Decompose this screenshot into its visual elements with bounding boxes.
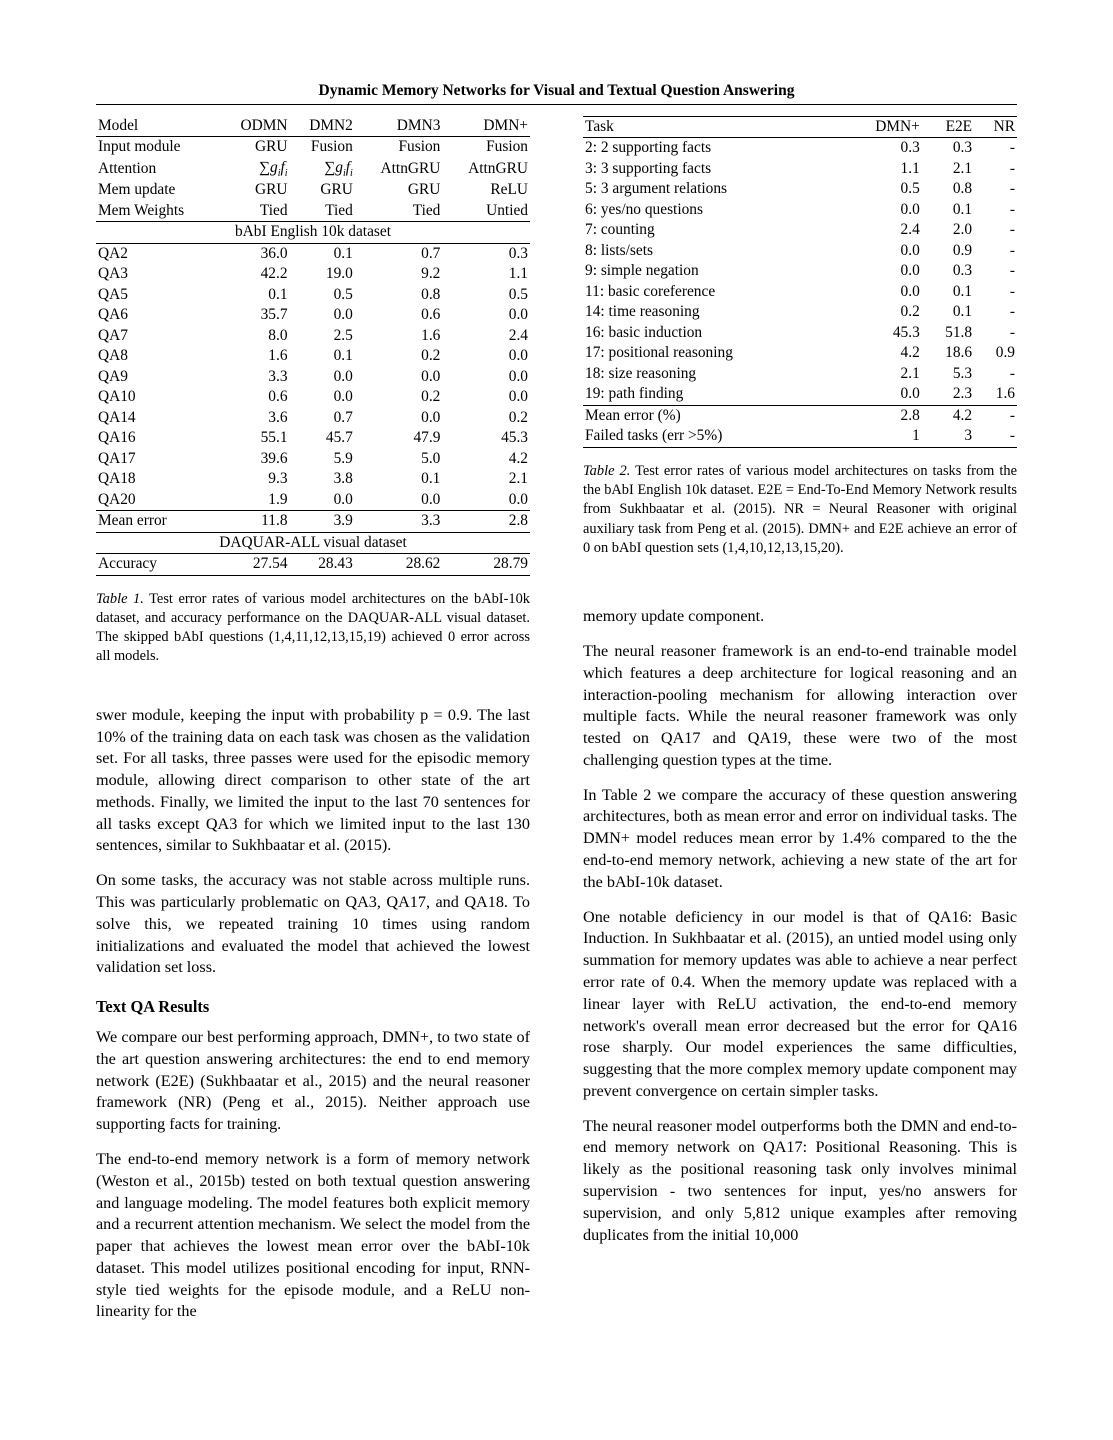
cell: 1.1 — [900, 159, 920, 177]
cell: 51.8 — [945, 323, 973, 341]
cell: 0.0 — [333, 306, 353, 324]
section-label: bAbI English 10k dataset — [96, 222, 530, 243]
cell: 2.3 — [922, 384, 974, 405]
table-row — [96, 305, 530, 325]
table1-header-odmn: ODMN — [220, 116, 290, 137]
row-label: QA2 — [98, 244, 128, 262]
cell: 0.0 — [508, 388, 528, 406]
cell: 0.1 — [952, 200, 973, 218]
row-label: QA8 — [98, 347, 128, 365]
left-paragraph-3 — [96, 1027, 530, 1136]
cell: 0.0 — [333, 367, 353, 385]
cell: Tied — [290, 201, 355, 222]
cell: Tied — [220, 201, 290, 222]
cell: 0.2 — [421, 388, 441, 406]
cell: - — [1009, 282, 1015, 300]
cell: 47.9 — [413, 429, 441, 447]
header-rule — [96, 104, 1017, 105]
table-row — [583, 343, 1017, 363]
table-row — [583, 179, 1017, 199]
row-label: 3: 3 supporting facts — [585, 159, 712, 177]
cell: AttnGRU — [380, 159, 441, 177]
cell: 3.8 — [333, 470, 353, 488]
cell: - — [1009, 406, 1015, 424]
table-row — [96, 285, 530, 305]
table1-header-dmn3: DMN3 — [355, 116, 443, 137]
table-row — [583, 200, 1017, 220]
row-label: 16: basic induction — [585, 323, 703, 341]
cell: 0.6 — [268, 388, 288, 406]
table-2-caption-label: Table 2. — [583, 462, 631, 479]
cell: 0.0 — [508, 367, 528, 385]
row-label: 18: size reasoning — [585, 364, 697, 382]
table-2 — [583, 116, 1017, 448]
paragraph-text: The neural reasoner framework is an end-to-end trainable model which features a deep architecture for logical reasoning and an interaction-pooling mechanism for allowing interaction over multiple facts. While the neural reasoner framework was only tested on QA17 and QA19, these were two of the most challenging question types at the time. — [583, 642, 1017, 769]
cell: 0.0 — [290, 490, 355, 511]
cell: 0.1 — [952, 303, 973, 321]
table-row — [583, 261, 1017, 281]
cell: GRU — [255, 181, 288, 199]
paragraph-text: We compare our best performing approach, DMN+, to two state of the art question answering architectures: the end to end memory network (E2E) (Sukhbaatar et al., 2015) and the neural reasoner framework (NR) (Peng et al., 2015). Neither approach use supporting facts for training. — [96, 1028, 530, 1134]
table-row — [96, 326, 530, 346]
right-paragraph-3 — [583, 785, 1017, 894]
cell: 0.7 — [421, 244, 441, 262]
cell: 2.4 — [900, 221, 920, 239]
table1-header-dmnplus: DMN+ — [442, 116, 530, 137]
cell: - — [1009, 323, 1015, 341]
cell: 2.1 — [508, 470, 528, 488]
cell: 0.0 — [421, 408, 441, 426]
paragraph-text: One notable deficiency in our model is that of QA16: Basic Induction. In Sukhbaatar et al. (2015), an untied model using only summation for memory updates was able to achieve a near perfect error rate of 0.4. When the memory update was replaced with a linear layer with ReLU activation, the end-to-end memory network's overall mean error decreased but the error for QA16 rose sharply. Our model experiences the same difficulties, suggesting that the more complex memory update component may prevent convergence on certain simpler tasks. — [583, 907, 1017, 1100]
cell: 28.62 — [355, 554, 443, 575]
table-row — [583, 241, 1017, 261]
table-row-failed-tasks — [583, 426, 1017, 447]
cell: 0.2 — [900, 303, 920, 321]
cell: - — [1009, 159, 1015, 177]
cell: GRU — [407, 181, 441, 199]
table-row — [96, 428, 530, 448]
cell: 0.2 — [508, 408, 528, 426]
cell: 3 — [922, 426, 974, 447]
row-label: 6: yes/no questions — [585, 200, 703, 218]
table-row — [96, 116, 530, 137]
paragraph-text: In Table 2 we compare the accuracy of these question answering architectures, both as mean error and error on individual tasks. The DMN+ model reduces mean error by 1.4% compared to the the end-to-end memory network, achieving a new state of the art for the bAbI-10k dataset. — [583, 785, 1017, 891]
cell: 0.3 — [900, 139, 920, 157]
cell: AttnGRU — [468, 159, 528, 177]
table-1-caption-label: Table 1. — [96, 590, 144, 607]
cell: 2.0 — [952, 221, 973, 239]
cell: 0.0 — [900, 282, 920, 300]
cell: 0.9 — [952, 241, 973, 259]
cell: 18.6 — [945, 344, 973, 362]
table1-header-dmn2: DMN2 — [290, 116, 355, 137]
right-column — [583, 116, 1017, 1259]
cell: 11.8 — [220, 511, 290, 532]
table-row — [96, 243, 530, 264]
cell: 0.5 — [900, 180, 920, 198]
cell: 42.2 — [260, 265, 288, 283]
cell: 4.2 — [952, 406, 973, 424]
table-row — [583, 159, 1017, 179]
row-label: 5: 3 argument relations — [585, 180, 728, 198]
cell: 3.9 — [290, 511, 355, 532]
cell: 0.0 — [442, 490, 530, 511]
table-row — [583, 302, 1017, 322]
table2-header-dmnplus: DMN+ — [840, 117, 922, 138]
row-label: 8: lists/sets — [585, 241, 653, 259]
table2-header-nr: NR — [974, 117, 1017, 138]
paragraph-text: memory update component. — [583, 607, 765, 626]
row-label: Mean error (%) — [585, 406, 681, 424]
cell-sum-gf: $\sum g_if_i$ — [324, 158, 353, 180]
cell: 8.0 — [268, 326, 288, 344]
row-label: QA20 — [96, 490, 220, 511]
cell: 0.8 — [952, 180, 973, 198]
row-label: Mem update — [98, 181, 176, 199]
row-label: 7: counting — [585, 221, 655, 239]
row-label: 11: basic coreference — [585, 282, 716, 300]
table-row — [583, 117, 1017, 138]
row-label: Mean error — [96, 511, 220, 532]
cell: Fusion — [398, 138, 441, 156]
row-label: 9: simple negation — [585, 262, 699, 280]
cell: - — [974, 426, 1017, 447]
table-2-caption-text: Test error rates of various model architectures on tasks from the the bAbI English 10k dataset. E2E = End-To-End Memory Network results from Sukhbaatar et al. (2015). NR = Neural Reasoner with original auxiliary task from Peng et al. (2015). DMN+ and E2E achieve an error of 0 on bAbI question sets (1,4,10,12,13,15,20). — [583, 462, 1017, 556]
cell: 0.5 — [333, 285, 353, 303]
cell: 0.8 — [421, 285, 441, 303]
cell: 2.5 — [333, 326, 353, 344]
right-paragraph-1 — [583, 606, 1017, 628]
cell: 9.3 — [268, 470, 288, 488]
table-row — [583, 384, 1017, 405]
cell: 0.0 — [840, 384, 922, 405]
cell: 1.6 — [421, 326, 441, 344]
paragraph-text: The neural reasoner model outperforms both the DMN and end-to-end memory network on QA17: Positional Reasoning. This is likely as the positional reasoning task only involves minimal supervision - two sentences for input, yes/no answers for supervision, and only 5,812 unique examples after removing duplicates from the initial 10,000 — [583, 1116, 1017, 1244]
row-label: Mem Weights — [96, 201, 220, 222]
table-1-caption-text: Test error rates of various model architectures on the bAbI-10k dataset, and accuracy performance on the DAQUAR-ALL visual dataset. The skipped bAbI questions (1,4,11,12,13,15,19) achieved 0 error across all models. — [96, 590, 530, 665]
cell: 2.8 — [442, 511, 530, 532]
cell: - — [1009, 364, 1015, 382]
row-label: QA10 — [98, 388, 136, 406]
row-label: QA6 — [98, 306, 128, 324]
cell: 45.3 — [501, 429, 528, 447]
table-row — [96, 387, 530, 407]
cell: 1 — [840, 426, 922, 447]
table-row — [96, 158, 530, 180]
row-label: Input module — [98, 138, 181, 156]
right-paragraph-5 — [583, 1116, 1017, 1247]
cell: 0.1 — [333, 244, 353, 262]
cell: 0.1 — [952, 282, 973, 300]
cell: 2.1 — [900, 364, 920, 382]
left-paragraph-2 — [96, 870, 530, 979]
table-row — [96, 201, 530, 222]
cell: 39.6 — [260, 449, 288, 467]
row-label: Attention — [98, 159, 157, 177]
table-row — [583, 138, 1017, 159]
table-1 — [96, 116, 530, 576]
cell: Tied — [355, 201, 443, 222]
row-label: 17: positional reasoning — [585, 344, 733, 362]
cell: 0.0 — [900, 200, 920, 218]
left-paragraph-1 — [96, 705, 530, 857]
row-label: QA9 — [98, 367, 128, 385]
table1-header-model: Model — [96, 116, 220, 137]
cell: 0.6 — [421, 306, 441, 324]
right-paragraph-2 — [583, 641, 1017, 772]
paragraph-text: swer module, keeping the input with probability p = 0.9. The last 10% of the training data on each task was chosen as the validation set. For all tasks, three passes were used for the episodic memory module, allowing direct comparison to other state of the art methods. Finally, we limited the input to the last 70 sentences for all tasks except QA3 for which we limited input to the last 130 sentences, similar to Sukhbaatar et al. (2015). — [96, 705, 530, 855]
table2-header-task: Task — [583, 117, 840, 138]
cell: 3.3 — [355, 511, 443, 532]
running-head: Dynamic Memory Networks for Visual and Textual Question Answering — [318, 82, 795, 99]
cell: 0.5 — [508, 285, 528, 303]
cell: - — [1009, 262, 1015, 280]
table-row — [96, 264, 530, 284]
cell: 0.7 — [333, 408, 353, 426]
cell: 55.1 — [260, 429, 288, 447]
cell: 0.0 — [508, 306, 528, 324]
cell: 0.0 — [900, 241, 920, 259]
left-paragraph-4 — [96, 1149, 530, 1323]
cell: ReLU — [490, 181, 528, 199]
cell: - — [1009, 139, 1015, 157]
table-row — [583, 364, 1017, 384]
cell: 0.0 — [333, 388, 353, 406]
table-row — [96, 449, 530, 469]
cell: 0.3 — [952, 139, 973, 157]
table-row — [583, 323, 1017, 343]
table-section-header — [96, 532, 530, 553]
cell: 2.1 — [952, 159, 973, 177]
table-row — [96, 346, 530, 366]
cell: - — [1009, 200, 1015, 218]
cell: 19.0 — [325, 265, 353, 283]
cell: 0.1 — [333, 347, 353, 365]
cell: 5.3 — [952, 364, 973, 382]
cell: Fusion — [310, 138, 353, 156]
cell: 35.7 — [260, 306, 288, 324]
cell: 0.3 — [952, 262, 973, 280]
cell: 0.0 — [508, 347, 528, 365]
cell: 0.0 — [355, 490, 443, 511]
cell: 4.2 — [508, 449, 528, 467]
cell: Fusion — [486, 138, 528, 156]
cell: 3.6 — [268, 408, 288, 426]
cell: 0.1 — [268, 285, 288, 303]
cell: 3.3 — [268, 367, 288, 385]
row-label: Accuracy — [96, 554, 220, 575]
cell: 1.6 — [268, 347, 288, 365]
table-row — [583, 220, 1017, 240]
cell: 9.2 — [421, 265, 441, 283]
cell: 28.79 — [442, 554, 530, 575]
cell: 2.4 — [508, 326, 528, 344]
table-row — [96, 469, 530, 489]
cell: 0.0 — [421, 367, 441, 385]
cell: 0.0 — [900, 262, 920, 280]
cell: 2.8 — [900, 406, 920, 424]
table-row — [96, 490, 530, 511]
cell: 4.2 — [900, 344, 920, 362]
right-paragraph-4 — [583, 907, 1017, 1103]
cell: 1.1 — [508, 265, 528, 283]
row-label: QA14 — [98, 408, 136, 426]
cell: GRU — [320, 181, 353, 199]
table-section-header — [96, 222, 530, 243]
table2-header-e2e: E2E — [922, 117, 974, 138]
cell: 1.9 — [220, 490, 290, 511]
row-label: QA16 — [98, 429, 136, 447]
cell-sum-gf: $\sum g_if_i$ — [259, 158, 288, 180]
row-label: 14: time reasoning — [585, 303, 700, 321]
table-row — [96, 137, 530, 158]
table-row — [96, 180, 530, 200]
table-row-mean-error — [96, 511, 530, 532]
cell: 0.9 — [995, 344, 1015, 362]
cell: Untied — [442, 201, 530, 222]
cell: 5.9 — [333, 449, 353, 467]
table-row — [96, 408, 530, 428]
row-label: 19: path finding — [583, 384, 840, 405]
table-1-caption — [96, 590, 530, 667]
cell: - — [1009, 180, 1015, 198]
cell: 28.43 — [290, 554, 355, 575]
cell: 27.54 — [220, 554, 290, 575]
table-2-caption — [583, 462, 1017, 558]
cell: - — [1009, 303, 1015, 321]
cell: 0.3 — [508, 244, 528, 262]
row-label: QA5 — [98, 285, 128, 303]
table-row — [583, 282, 1017, 302]
cell: 5.0 — [421, 449, 441, 467]
cell: 0.2 — [421, 347, 441, 365]
table-row-accuracy — [96, 554, 530, 575]
cell: 45.3 — [892, 323, 920, 341]
row-label: Failed tasks (err >5%) — [583, 426, 840, 447]
cell: - — [1009, 221, 1015, 239]
cell: 0.1 — [421, 470, 441, 488]
paragraph-text: The end-to-end memory network is a form of memory network (Weston et al., 2015b) tested on both textual question answering and language modeling. The model features both explicit memory and a recurrent attention mechanism. We select the model from the paper that achieves the lowest mean error over the bAbI-10k dataset. This model utilizes positional encoding for input, RNN-style tied weights for the episode module, and a ReLU non-linearity for the — [96, 1150, 530, 1321]
section-heading-text-qa-results: Text QA Results — [96, 997, 210, 1017]
cell: 36.0 — [260, 244, 288, 262]
section-label: DAQUAR-ALL visual dataset — [96, 532, 530, 553]
table-row — [96, 367, 530, 387]
row-label: QA18 — [98, 470, 136, 488]
table-row-mean-error — [583, 405, 1017, 426]
row-label: QA17 — [98, 449, 136, 467]
cell: - — [1009, 241, 1015, 259]
row-label: QA3 — [98, 265, 128, 283]
row-label: 2: 2 supporting facts — [585, 139, 712, 157]
paragraph-text: On some tasks, the accuracy was not stable across multiple runs. This was particularly problematic on QA3, QA17, and QA18. To solve this, we repeated training 10 times using random initializations and evaluated the model that achieved the lowest validation set loss. — [96, 871, 530, 977]
row-label: QA7 — [98, 326, 128, 344]
cell: 1.6 — [974, 384, 1017, 405]
cell: 45.7 — [325, 429, 353, 447]
left-column — [96, 116, 530, 1336]
cell: GRU — [255, 138, 288, 156]
